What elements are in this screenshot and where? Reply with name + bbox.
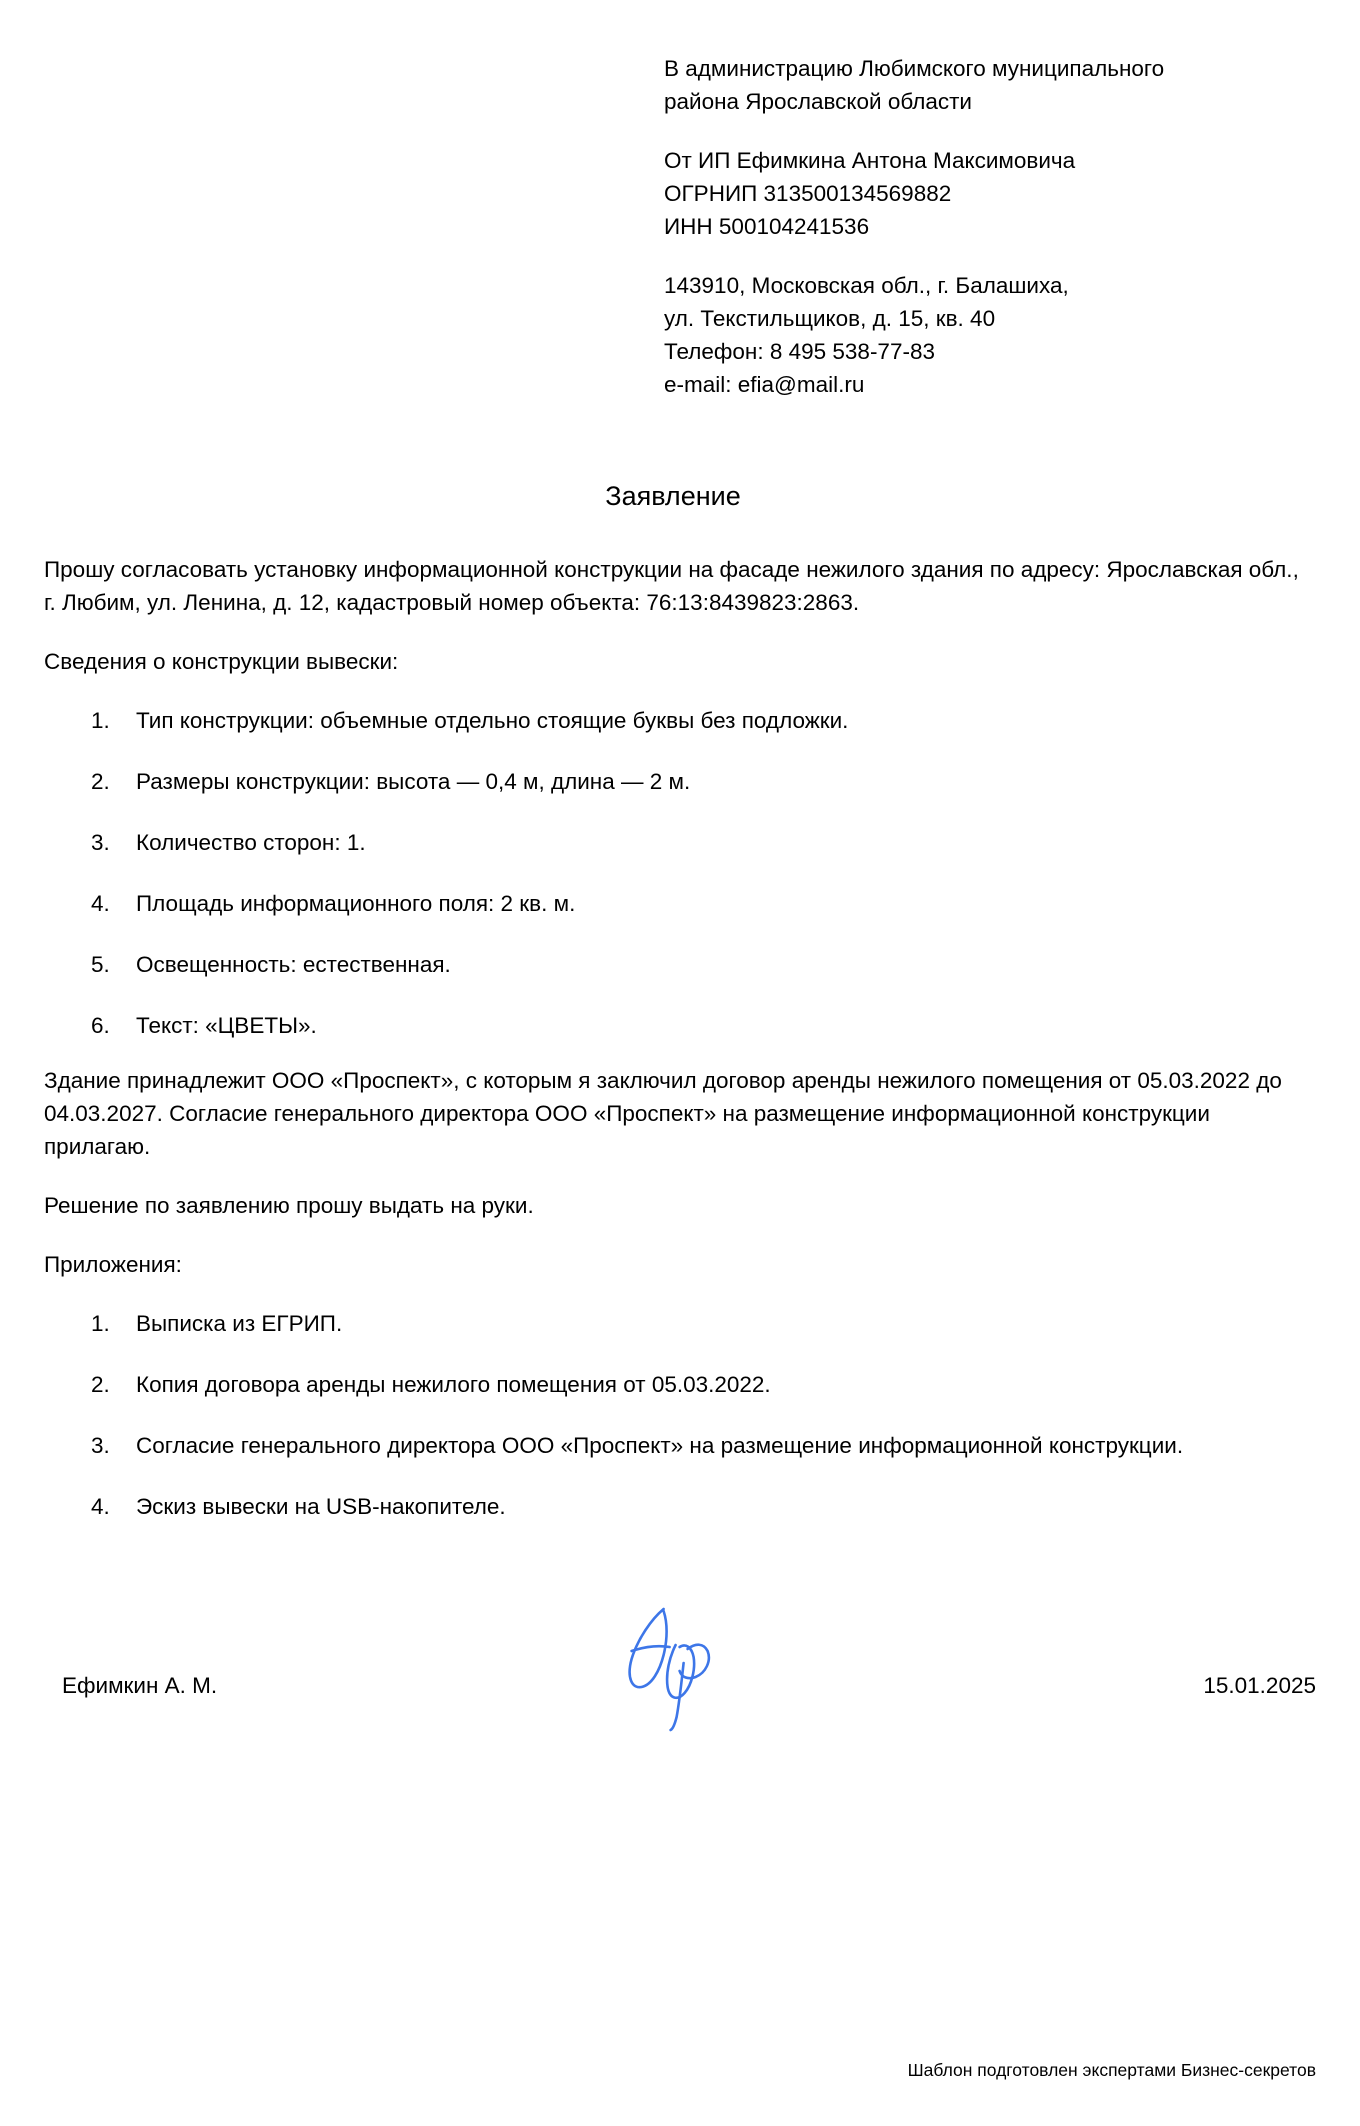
attachments-heading: Приложения: [44,1252,182,1277]
list-item: 1. Тип конструкции: объемные отдельно стоящие буквы без подложки. [116,704,1316,737]
addressee-line-2: района Ярославской области [664,89,973,114]
list-item: 2. Копия договора аренды нежилого помещения от 05.03.2022. [116,1368,1316,1401]
list-item: 6. Текст: «ЦВЕТЫ». [116,1009,1316,1042]
delivery-paragraph: Решение по заявлению прошу выдать на руки. [44,1193,534,1218]
contact-address-city: 143910, Московская обл., г. Балашиха, [664,273,1069,298]
list-item: 2. Размеры конструкции: высота — 0,4 м, длина — 2 м. [116,765,1316,798]
addressee-block [664,52,1316,118]
footer-note: Шаблон подготовлен экспертами Бизнес-секретов [907,2060,1316,2080]
attachments-list [44,1307,1316,1523]
applicant-block [664,144,1316,243]
applicant-ogrnip: ОГРНИП 313500134569882 [664,181,952,206]
contact-phone: Телефон: 8 495 538-77-83 [664,339,935,364]
list-item: 3. Количество сторон: 1. [116,826,1316,859]
ownership-paragraph: Здание принадлежит ООО «Проспект», с которым я заключил договор аренды нежилого помещения от 05.03.2022 до 04.03.2027. Согласие генерального директора ООО «Проспект» на размещение информационной конструкции прилагаю. [44,1068,1282,1159]
contacts-block [664,269,1316,401]
list-item: 1. Выписка из ЕГРИП. [116,1307,1316,1340]
list-item: 5. Освещенность: естественная. [116,948,1316,981]
signature-row [44,1615,1316,1725]
contact-email: e-mail: efia@mail.ru [664,372,865,397]
signatory-name: Ефимкин А. М. [62,1673,218,1698]
letterhead [44,0,1316,401]
list-item: 4. Эскиз вывески на USB-накопителе. [116,1490,1316,1523]
handwritten-signature-icon [592,1605,762,1735]
contact-address-street: ул. Текстильщиков, д. 15, кв. 40 [664,306,996,331]
construction-details-list [44,704,1316,1042]
signature-date: 15.01.2025 [1203,1673,1316,1698]
applicant-inn: ИНН 500104241536 [664,214,870,239]
document-body [44,553,1316,1725]
page-title: Заявление [605,481,741,511]
addressee-line-1: В администрацию Любимского муниципального [664,56,1165,81]
intro-paragraph: Прошу согласовать установку информационной конструкции на фасаде нежилого здания по адресу: Ярославская обл., г. Любим, ул. Ленина, д. 12, кадастровый номер объекта: 76:13:8439823:2863. [44,557,1299,615]
applicant-name: От ИП Ефимкина Антона Максимовича [664,148,1076,173]
list-item: 4. Площадь информационного поля: 2 кв. м. [116,887,1316,920]
list-item: 3. Согласие генерального директора ООО «Проспект» на размещение информационной конструкции. [116,1429,1316,1462]
details-heading: Сведения о конструкции вывески: [44,649,399,674]
